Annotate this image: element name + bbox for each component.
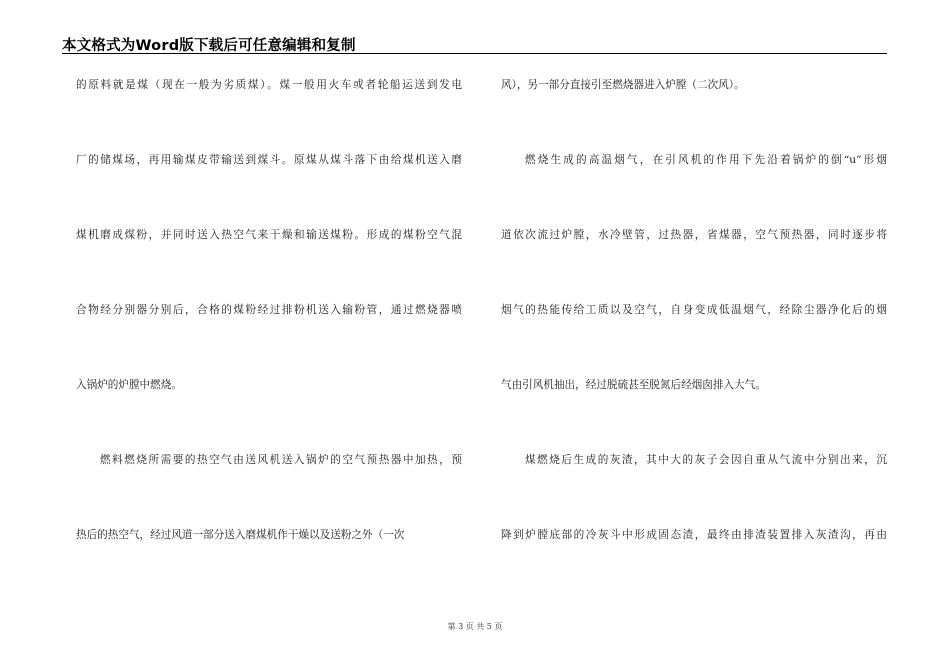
text-line: 煤机磨成煤粉，并同时送入热空气来干燥和输送煤粉。形成的煤粉空气混 [76, 229, 462, 241]
page-number: 第 3 页 共 5 页 [447, 622, 503, 631]
text-line: 风），另一部分直接引至燃烧器进入炉膛（二次风）。 [501, 79, 745, 91]
text-line: 厂的储煤场，再用输煤皮带输送到煤斗。原煤从煤斗落下由给煤机送入磨 [76, 154, 462, 166]
text-line: 合物经分别器分别后，合格的煤粉经过排粉机送入输粉管，通过燃烧器喷 [76, 304, 462, 316]
paragraph-first-line: 煤燃烧后生成的灰渣，其中大的灰子会因自重从气流中分别出来，沉 [525, 454, 887, 466]
document-header-title: 本文格式为Word版下载后可任意编辑和复制 [62, 38, 356, 54]
text-line: 热后的热空气，经过风道一部分送入磨煤机作干燥以及送粉之外（一次 [76, 529, 405, 541]
text-line: 的原料就是煤（现在一般为劣质煤）。煤一般用火车或者轮船运送到发电 [76, 79, 462, 91]
paragraph-first-line: 燃料燃烧所需要的热空气由送风机送入锅炉的空气预热器中加热，预 [100, 454, 462, 466]
header-divider [62, 53, 887, 54]
text-line: 道依次流过炉膛，水冷壁管，过热器，省煤器，空气预热器，同时逐步将 [501, 229, 887, 241]
text-line: 气由引风机抽出，经过脱硫甚至脱氮后经烟囱排入大气。 [501, 379, 766, 391]
text-line: 降到炉膛底部的冷灰斗中形成固态渣，最终由排渣装置排入灰渣沟，再由 [501, 529, 887, 541]
text-line: 入锅炉的炉膛中燃烧。 [76, 379, 182, 391]
paragraph-first-line: 燃烧生成的高温烟气，在引风机的作用下先沿着锅炉的倒“u”形烟 [525, 154, 887, 166]
text-line: 烟气的热能传给工质以及空气，自身变成低温烟气，经除尘器净化后的烟 [501, 304, 887, 316]
